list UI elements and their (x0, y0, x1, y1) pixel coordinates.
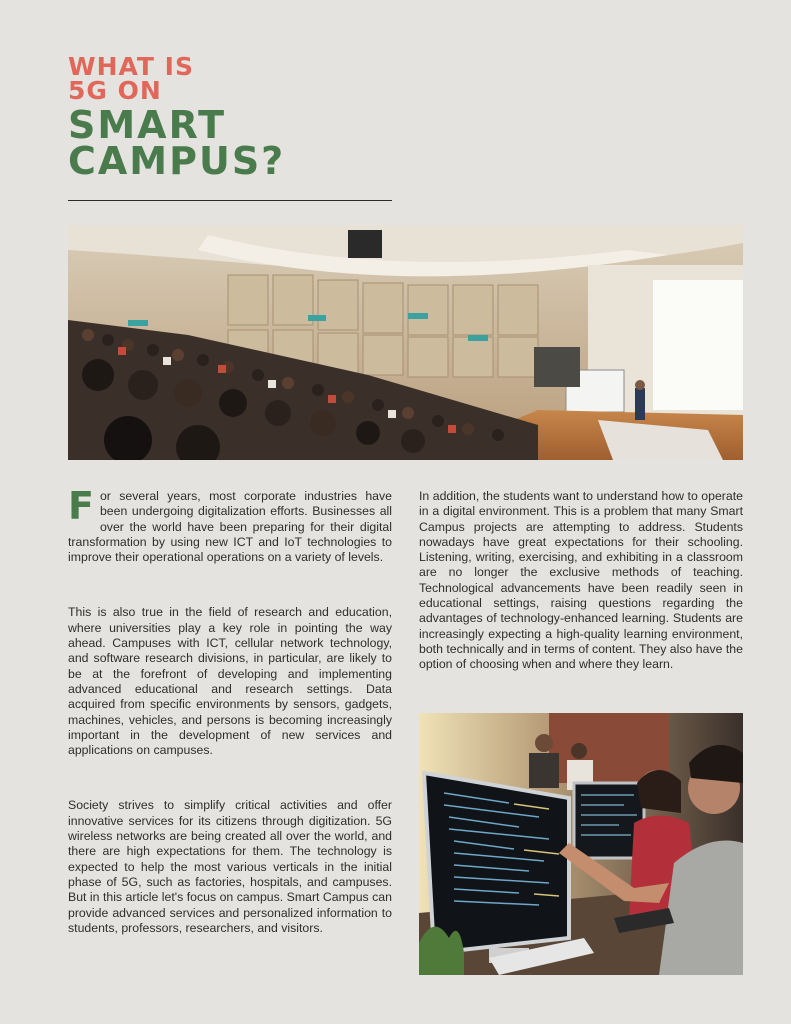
title-divider (68, 200, 392, 201)
left-paragraph-2: This is also true in the field of research and education, where universities play a key role in pointing the way ahead. Campuses with ICT, cellular network technology, and software research divisions, in particular, are likely to be at the forefront of developing and implementing advanced educational and research settings. Data acquired from specific environments by sensors, gadgets, machines, vehicles, and persons is becoming increasingly important in the development of new services and applications on campuses. (68, 605, 392, 758)
subtitle-line-2: 5G ON (68, 76, 162, 105)
left-column (68, 484, 392, 936)
heading-line-2: CAMPUS? (68, 139, 286, 183)
right-paragraph-1: In addition, the students want to understand how to operate in a digital environment. This is a problem that many Smart Campus projects are attempting to address. Students nowadays have great expectations for their schooling. Listening, writing, exercising, and exhibiting in a classroom are no longer the exclusive methods of teaching. Technological advancements have been readily seen in educational settings, raising questions regarding the advantages of technology-enhanced learning. Students are increasingly expecting a high-quality learning environment, both technically and in terms of content. They also have the option of choosing when and where they learn. (419, 489, 743, 672)
right-column (419, 489, 743, 673)
subtitle-line-1: WHAT IS (68, 52, 194, 81)
left-paragraph-1-text: or several years, most corporate industries have been undergoing digitalization efforts. Businesses all over the world have been preparing for their digital transformation by using new ICT and IoT technologies to improve their operational operations on a variety of levels. (68, 489, 392, 565)
subtitle-heading (68, 52, 194, 105)
programmers-at-computers-photo (419, 713, 743, 975)
heading-line-1: SMART (68, 103, 227, 147)
main-heading (68, 103, 286, 183)
left-paragraph-1 (68, 484, 392, 565)
drop-cap: F (68, 484, 94, 528)
left-paragraph-3: Society strives to simplify critical activities and offer innovative services for its citizens through digitization. 5G wireless networks are being created all over the world, and there are high expectations for them. The technology is expected to help the most various verticals in the initial phase of 5G, such as factories, hospitals, and campuses. But in this article let's focus on campus. Smart Campus can provide advanced services and personalized information to students, professors, researchers, and visitors. (68, 798, 392, 935)
lecture-hall-photo (68, 225, 743, 460)
